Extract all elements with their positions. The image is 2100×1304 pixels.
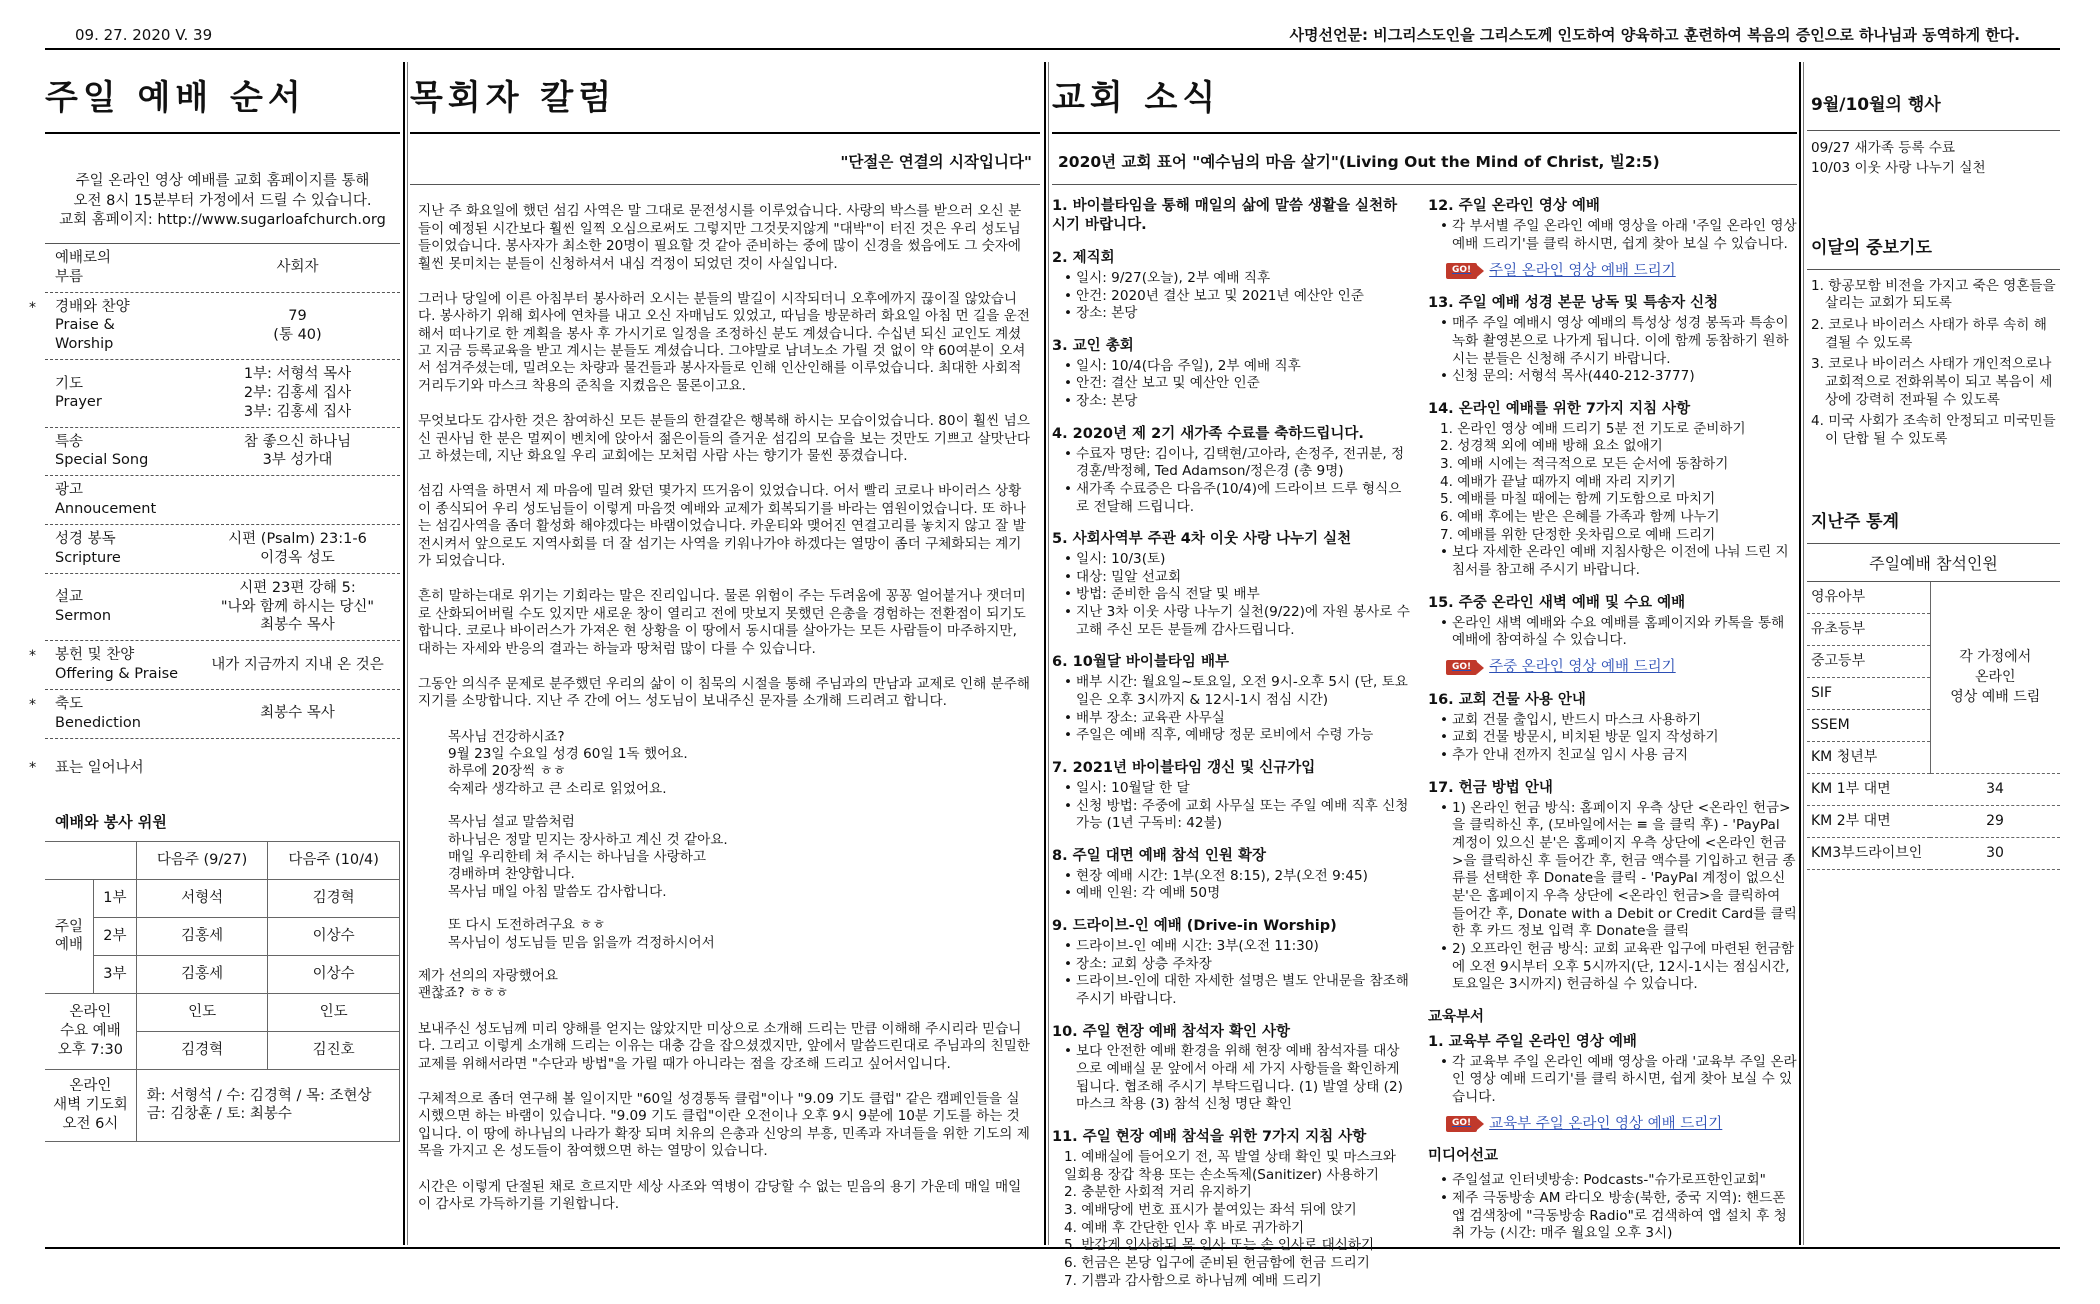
news-item	[1052, 847, 1410, 903]
column-paragraph: 그러나 당일에 이른 아침부터 봉사하러 오시는 분들의 발길이 시작되더니 오후에까지 끊이질 않았습니다. 봉사하기 위해 회사에 연차를 내고 오신 자매님도 있었고, 따님을 방문하러 화요일 아침 먼 길을 운전해서 떠나기로 한 계획을 봉사 후 가시기로 일정을 조정하신 분도 계셨습니다. 수십년 되신 교인도 계셨고 지금 등록교육을 받고 계시는 분들도 계셨습니다. 그야말로 남녀노소 가릴 것 없이 약 60여분이 오셔서 섬겨주셨는데, 밀려오는 차량과 물건들과 봉사자들로 인해 인산인해를 이루었습니다. 최대한 사회적 거리두기와 마스크 착용의 준칙을 지켰음은 물론이고요.	[418, 290, 1030, 394]
service-part: 3부	[93, 955, 136, 993]
news-bullets	[1428, 800, 1797, 994]
order-label: 특송 Special Song	[55, 433, 149, 469]
service-person: 김경혁	[268, 879, 400, 917]
news-left	[1052, 197, 1418, 1304]
letter-paragraph: 목사님 설교 말씀처럼 하나님은 정말 믿지는 장사하고 계신 것 같아요. 매일 우리한테 쳐 주시는 하나님을 사랑하고 경배하며 찬양합니다. 목사님 매일 아침 말씀도 감사합니다.	[448, 814, 728, 900]
media-item	[1428, 1172, 1797, 1243]
order-item	[45, 476, 400, 525]
news-item	[1052, 197, 1410, 235]
news-bullet: • 1) 온라인 헌금 방식: 홈페이지 우측 상단 <온라인 헌금>을 클릭하신 후, (모바일에서는 ≡ 을 클릭 후) - 'PayPal 계정이 있으신 분'은 홈페이지 우측 상단에 <온라인 헌금>을 클릭하신 후 들어간 후, 헌금 액수를 기입하고 헌금 종류를 선택한 후 Donate을 클릭 - 'PayPal 계정이 없으신 분'은 홈페이지 우측 상단에 <온라인 헌금>을 클릭하여 들어간 후, Donate with a Debit or Credit Card를 클릭한 후 카드 정보 입력 후 Donate을 클릭	[1440, 800, 1797, 941]
service-person: 김진호	[268, 1031, 400, 1069]
news-ordered-list	[1052, 1149, 1410, 1290]
service-person: 서형석	[136, 879, 268, 917]
column-paragraph: 보내주신 성도님께 미리 양해를 얻지는 않았지만 미상으로 소개해 드리는 만큼 이해해 주시리라 믿습니다. 그리고 이렇게 소개해 드리는 이유는 대충 감을 잡으셨겠지만, 앞에서 말씀드린대로 주님과의 친밀한 교제를 위해서라면 "수단과 방법"을 가릴 때가 아니라는 점을 강조해 드리고 싶어서입니다.	[418, 1020, 1031, 1072]
news-bullet: • 일시: 9/27(오늘), 2부 예배 직후	[1064, 270, 1410, 288]
news-bullet: • 각 교육부 주일 온라인 예배 영상을 아래 '교육부 주일 온라인 영상 예배 드리기'를 클릭 하시면, 쉽게 찾아 보실 수 있습니다.	[1440, 1054, 1797, 1107]
mission-statement: 사명선언문: 비그리스도인을 그리스도께 인도하여 양육하고 훈련하여 복음의 증인으로 하나님과 동역하게 한다.	[1289, 26, 2020, 44]
news-bullet: • 추가 안내 전까지 친교실 임시 사용 금지	[1440, 747, 1797, 765]
prayer-item: 2. 코로나 바이러스 사태가 하루 속히 해결될 수 있도록	[1811, 316, 2047, 351]
media-bullet: • 주일설교 인터넷방송: Podcasts-"슈가로프한인교회"	[1440, 1172, 1797, 1190]
news-bullets	[1428, 712, 1797, 765]
news-step: 2. 충분한 사회적 거리 유지하기	[1064, 1184, 1252, 1201]
news-item	[1428, 294, 1797, 386]
news-bullets	[1052, 270, 1410, 323]
video-link-text: 교육부 주일 온라인 영상 예배 드리기	[1489, 1115, 1723, 1132]
stat-label: KM 1부 대면	[1807, 774, 1930, 806]
news-step: 2. 성경책 외에 예배 방해 요소 없애기	[1440, 438, 1663, 455]
order-item	[45, 574, 400, 642]
news-step: 6. 예배 후에는 받은 은혜를 가족과 함께 나누기	[1440, 509, 1720, 526]
news-bullet: • 현장 예배 시간: 1부(오전 8:15), 2부(오전 9:45)	[1064, 868, 1410, 886]
news-bullet: • 배부 장소: 교육관 사무실	[1064, 710, 1410, 728]
media-bullet: • 제주 극동방송 AM 라디오 방송(북한, 중국 지역): 핸드폰 앱 검색창에 "극동방송 Radio"로 검색하여 앱 설치 후 청취 가능 (시간: 매주 월요일 오후 3시)	[1440, 1190, 1797, 1243]
service-person: 이상수	[268, 955, 400, 993]
prayer-item: 3. 코로나 바이러스 사태가 개인적으로나 교회적으로 전화위복이 되고 복음이 세상에 강력히 전파될 수 있도록	[1811, 356, 2053, 408]
service-person: 이상수	[268, 917, 400, 955]
news-step: 1. 예배실에 들어오기 전, 꼭 발열 상태 확인 및 마스크와 일회용 장갑 착용 또는 손소독제(Sanitizer) 사용하기	[1064, 1148, 1396, 1183]
church-motto: 2020년 교회 표어 "예수님의 마음 살기"(Living Out the Mind of Christ, 빌2:5)	[1058, 153, 1660, 172]
online-label: 온라인 수요 예배 오후 7:30	[45, 993, 136, 1069]
video-link[interactable]	[1446, 658, 1797, 677]
order-value: 참 좋으신 하나님 3부 성가대	[243, 433, 352, 469]
order-value: 79 (통 40)	[273, 307, 322, 343]
news-bullet: • 지난 3차 이웃 사랑 나누기 실천(9/22)에 자원 봉사로 수고해 주신 모든 분들께 감사드립니다.	[1064, 604, 1410, 639]
stat-label: SSEM	[1807, 710, 1930, 742]
news-bullet: • 드라이브-인에 대한 자세한 설명은 별도 안내문을 참조해 주시기 바랍니다.	[1064, 973, 1410, 1008]
news-item-title: 10. 주일 현장 예배 참석자 확인 사항	[1052, 1023, 1291, 1040]
news-item	[1052, 759, 1410, 833]
news-item	[1428, 197, 1797, 280]
video-link[interactable]	[1446, 1115, 1797, 1134]
news-item-title: 17. 헌금 방법 안내	[1428, 779, 1553, 796]
worship-order-title: 주일 예배 순서	[45, 62, 400, 134]
church-news-title: 교회 소식	[1052, 62, 1797, 134]
news-item-title: 5. 사회사역부 주관 4차 이웃 사랑 나누기 실천	[1052, 531, 1352, 548]
week-header: 다음주 (9/27)	[136, 841, 268, 879]
worship-order-list	[29, 244, 400, 739]
video-link-text: 주중 온라인 영상 예배 드리기	[1489, 658, 1676, 675]
column-paragraph: 지난 주 화요일에 했던 섬김 사역은 말 그대로 문전성시를 이루었습니다. 사랑의 박스를 받으러 오신 분들이 예정된 시간보다 훨씬 일찍 오심으로써도 그렇지만 그것뭇지않게 "대박"이 터진 것은 우리 성도님들이었습니다. 봉사자가 최소한 20명이 필요할 것 같아 준비하는 중에 많이 신경을 썼음에도 그 숫자에 훨씬 못미치는 분들이 신청하셔서 내심 걱정이 되었던 것이 사실입니다.	[418, 203, 1022, 272]
video-link-text: 주일 온라인 영상 예배 드리기	[1489, 262, 1676, 279]
news-bullets	[1052, 1043, 1410, 1114]
news-item-title: 8. 주일 대면 예배 참석 인원 확장	[1052, 847, 1266, 864]
column-headline: "단절은 연결의 시작입니다"	[840, 153, 1032, 172]
news-bullet: • 안건: 결산 보고 및 예산안 인준	[1064, 375, 1410, 393]
stat-label: 중고등부	[1807, 646, 1930, 678]
order-label: 봉헌 및 찬양 Offering & Praise	[55, 647, 179, 683]
stat-value: 34	[1930, 774, 2060, 806]
column-paragraph: 그동안 의식주 문제로 분주했던 우리의 삶이 이 침묵의 시절을 통해 주님과의 만남과 교제로 인해 분주해지기를 소망합니다. 지난 주 간에 어느 성도님이 보내주신 문자를 소개해 드리려고 합니다.	[418, 675, 1031, 710]
order-item	[29, 690, 400, 739]
news-bullet: • 안건: 2020년 결산 보고 및 2021년 예산안 인준	[1064, 288, 1410, 306]
video-link[interactable]	[1446, 262, 1797, 281]
letter-paragraph: 목사님 건강하시죠? 9월 23일 수요일 성경 60일 1독 했어요. 하루에 20장씩 ㅎㅎ 숙제라 생각하고 큰 소리로 읽었어요.	[448, 728, 688, 797]
news-item-title: 11. 주일 현장 예배 참석을 위한 7가지 지침 사항	[1052, 1129, 1367, 1146]
letter-paragraph: 또 다시 도전하려구요 ㅎㅎ 목사님이 성도님들 믿음 읽을까 걱정하시어서	[448, 917, 715, 951]
stat-label: KM 2부 대면	[1807, 806, 1930, 838]
service-person: 인도	[268, 993, 400, 1031]
news-step: 4. 예배 후 간단한 인사 후 바로 귀가하기	[1064, 1219, 1305, 1236]
week-header: 다음주 (10/4)	[268, 841, 400, 879]
news-item-title: 9. 드라이브-인 예배 (Drive-in Worship)	[1052, 918, 1337, 935]
service-committee-title: 예배와 봉사 위원	[55, 813, 167, 832]
dawn-label: 온라인 새벽 기도회 오전 6시	[45, 1069, 136, 1141]
order-label: 광고 Annoucement	[55, 482, 157, 518]
news-bullets	[1428, 218, 1797, 253]
news-bullets	[1428, 315, 1797, 386]
news-item	[1052, 653, 1410, 745]
news-bullet: • 드라이브-인 예배 시간: 3부(오전 11:30)	[1064, 938, 1410, 956]
stat-label: 영유아부	[1807, 582, 1930, 614]
news-ordered-list	[1428, 421, 1797, 545]
order-label: 축도 Benediction	[55, 695, 141, 731]
news-item	[1428, 779, 1797, 994]
service-person: 김홍세	[136, 917, 268, 955]
service-person: 김경혁	[136, 1031, 268, 1069]
service-part: 2부	[93, 917, 136, 955]
news-bullet: • 2) 오프라인 헌금 방식: 교회 교육관 입구에 마련된 헌금함에 오전 9시부터 오후 5시까지(단, 12시-1시는 점심시간, 토요일은 3시까지) 헌금하실 수 있습니다.	[1440, 941, 1797, 994]
news-right	[1418, 197, 1797, 1304]
news-step: 7. 기쁨과 감사함으로 하나님께 예배 드리기	[1064, 1272, 1322, 1289]
news-item-title: 1. 바이블타임을 통해 매일의 삶에 말씀 생활을 실천하시기 바랍니다.	[1052, 198, 1398, 234]
stat-value: 29	[1930, 806, 2060, 838]
news-bullet: • 장소: 본당	[1064, 393, 1410, 411]
news-item-title: 3. 교인 총회	[1052, 337, 1134, 354]
news-bullets	[1428, 615, 1797, 650]
news-bullets	[1052, 674, 1410, 745]
news-bullets	[1052, 446, 1410, 517]
news-item	[1052, 530, 1410, 639]
news-item	[1428, 400, 1797, 580]
order-item	[45, 525, 400, 574]
news-bullets	[1052, 780, 1410, 833]
standing-note: * 표는 일어나서	[29, 759, 144, 776]
dawn-schedule: 화: 서형석 / 수: 김경혁 / 목: 조현상 금: 김창훈 / 토: 최봉수	[136, 1069, 399, 1141]
news-item-title: 12. 주일 온라인 영상 예배	[1428, 198, 1600, 215]
column-paragraph: 섬김 사역을 하면서 제 마음에 밀려 왔던 몇가지 뜨거움이 있었습니다. 어서 빨리 코로나 바이러스 상황이 종식되어 우리 성도님들이 이렇게 마음껏 예배와 교제가 회복되기를 바라는 염원이었습니다. 또 하나는 섬김사역을 좀더 활성화 해야겠다는 바램이었습니다. 카운티와 맺어진 연결고리를 놓치지 않고 잘 발전시켜서 앞으로도 지역사회를 더 잘 섬기는 사역을 키워나가야 하겠다는 열망이 좀더 구체화되는 계기가 되었습니다.	[418, 483, 1026, 569]
news-bullet: • 신청 방법: 주중에 교회 사무실 또는 주일 예배 직후 신청 가능 (1년 구독비: 42불)	[1064, 798, 1410, 833]
column-paragraph: 제가 선의의 자랑했어요 괜찮죠? ㅎㅎㅎ	[418, 968, 558, 1002]
media-mission-title: 미디어선교	[1428, 1148, 1499, 1165]
order-item	[45, 244, 400, 293]
member-letter	[418, 729, 1032, 952]
news-bullet: • 수료자 명단: 김이나, 김택현/고아라, 손정주, 전귀분, 정경훈/박정혜, Ted Adamson/정은경 (총 9명)	[1064, 446, 1410, 481]
news-item-title: 16. 교회 건물 사용 안내	[1428, 691, 1586, 708]
news-item-title: 7. 2021년 바이블타임 갱신 및 신규가입	[1052, 760, 1316, 776]
worship-order-column	[29, 62, 400, 1247]
order-label: 성경 봉독 Scripture	[55, 531, 121, 566]
news-item	[1428, 594, 1797, 677]
news-bullets	[1428, 544, 1797, 579]
news-step: 6. 헌금은 본당 입구에 준비된 헌금함에 헌금 드리기	[1064, 1254, 1370, 1271]
news-bullet: • 새가족 수료증은 다음주(10/4)에 드라이브 드루 형식으로 전달해 드립니다.	[1064, 481, 1410, 516]
news-step: 1. 온라인 영상 예배 드리기 5분 전 기도로 준비하기	[1440, 420, 1746, 437]
news-bullet: • 장소: 교회 상층 주차장	[1064, 956, 1410, 974]
news-bullet: • 신청 문의: 서형석 목사(440-212-3777)	[1440, 368, 1797, 386]
church-news-column	[1052, 62, 1797, 1289]
service-part: 1부	[93, 879, 136, 917]
worship-label: 주일 예배	[45, 879, 93, 993]
news-item	[1052, 1128, 1410, 1290]
order-star: *	[29, 696, 36, 713]
sidebar-column	[1807, 62, 2060, 1247]
pastor-column	[410, 62, 1040, 1247]
media-bullets	[1428, 1172, 1797, 1243]
news-item	[1428, 1033, 1797, 1134]
column-paragraph: 무엇보다도 감사한 것은 참여하신 모든 분들의 한결같은 행복해 하시는 모습이었습니다. 80이 훨씬 넘으신 권사님 한 분은 멀찌이 벤치에 앉아서 젊은이들의 즐거운 섬김의 모습을 보는 것만도 기쁘고 살맛난다고 하셨는데, 지난 화요일 우리 교회에는 모처럼 사람 사는 향기가 물씬 풍겼습니다.	[418, 413, 1031, 465]
news-item-title: 6. 10월달 바이블타임 배부	[1052, 654, 1229, 671]
news-bullet: • 교회 건물 방문시, 비치된 방문 일지 작성하기	[1440, 729, 1797, 747]
education-dept-title: 교육부서	[1428, 1008, 1485, 1025]
order-value: 내가 지금까지 지내 온 것은	[211, 656, 384, 673]
news-item-title: 2. 제직회	[1052, 250, 1115, 267]
service-person: 인도	[136, 993, 268, 1031]
column-paragraph: 구체적으로 좀더 연구해 볼 일이지만 "60일 성경통독 클럽"이나 "9.09 기도 클럽" 같은 캠페인들을 실시했으면 하는 바램이 있습니다. "9.09 기도 클럽"이란 오전이나 오후 9시 9분에 10분 기도를 하는 것입니다. 이 땅에 하나님의 나라가 확장 되며 치유의 은총과 신앙의 부흥, 민족과 자녀들을 위한 기도의 제목을 가지고 온 성도들이 참여했으면 하는 열망이 있습니다.	[418, 1090, 1030, 1160]
news-item-title: 15. 주중 온라인 새벽 예배 및 수요 예배	[1428, 594, 1686, 611]
news-bullet: • 대상: 밀알 선교회	[1064, 569, 1410, 587]
news-step: 7. 예배를 위한 단정한 옷차림으로 예배 드리기	[1440, 526, 1716, 543]
news-bullet: • 보다 안전한 예배 환경을 위해 현장 예배 참석자를 대상으로 예배실 문 앞에서 아래 세 가지 사항들을 확인하게 됩니다. 협조해 주시기 부탁드립니다. (1) 발열 상태 (2) 마스크 착용 (3) 참석 신청 명단 확인	[1064, 1043, 1410, 1114]
stat-label: SIF	[1807, 678, 1930, 710]
header-bar	[45, 24, 2060, 50]
order-item	[45, 428, 400, 477]
go-arrow-icon: GO!	[1446, 660, 1477, 676]
order-item	[29, 293, 400, 361]
stats-subtitle: 주일예배 참석인원	[1807, 548, 2060, 582]
news-bullet: • 방법: 준비한 음식 전달 및 배부	[1064, 586, 1410, 604]
news-bullets	[1052, 358, 1410, 411]
stats-online-note: 각 가정에서 온라인 영상 예배 드림	[1930, 582, 2060, 774]
stat-value: 30	[1930, 838, 2060, 870]
news-bullet: • 장소: 본당	[1064, 305, 1410, 323]
order-value: 최봉수 목사	[260, 705, 335, 722]
order-value: 시편 23편 강해 5: "나와 함께 하시는 당신" 최봉수 목사	[220, 579, 375, 634]
go-arrow-icon: GO!	[1446, 1116, 1477, 1132]
news-item-title: 13. 주일 예배 성경 본문 낭독 및 특송자 신청	[1428, 295, 1719, 312]
news-bullet: • 일시: 10월달 한 달	[1064, 780, 1410, 798]
service-table	[45, 841, 400, 1142]
news-item	[1052, 425, 1410, 517]
news-bullet: • 일시: 10/4(다음 주일), 2부 예배 직후	[1064, 358, 1410, 376]
stat-label: 유초등부	[1807, 614, 1930, 646]
order-label: 기도 Prayer	[55, 375, 102, 411]
order-label: 설교 Sermon	[55, 589, 112, 624]
news-step: 3. 예배당에 번호 표시가 붙여있는 좌석 뒤에 앉기	[1064, 1201, 1357, 1218]
column-body	[410, 184, 1040, 1213]
order-item	[29, 641, 400, 690]
news-item	[1052, 249, 1410, 323]
news-bullet: • 각 부서별 주일 온라인 예배 영상을 아래 '주일 온라인 영상 예배 드리기'를 클릭 하시면, 쉽게 찾아 보실 수 있습니다.	[1440, 218, 1797, 253]
news-bullet: • 매주 주일 예배시 영상 예배의 특성상 성경 봉독과 특송이 녹화 촬영본으로 나가게 됩니다. 이에 함께 동참하기 원하시는 분들은 신청해 주시기 바랍니다.	[1440, 315, 1797, 368]
prayer-item: 1. 항공모함 비전을 가지고 죽은 영혼들을 살리는 교회가 되도록	[1811, 277, 2056, 312]
order-label: 경배와 찬양 Praise & Worship	[55, 298, 130, 353]
order-value: 사회자	[276, 259, 319, 276]
prayer-title: 이달의 중보기도	[1807, 179, 2060, 270]
column-paragraph: 시간은 이렇게 단절된 채로 흐르지만 세상 사조와 역병이 감당할 수 없는 믿음의 용기 가운데 매일 매일이 감사로 가득하기를 기원합니다.	[418, 1178, 1022, 1212]
news-step: 5. 반갑게 인사하되 목 인사 또는 손 인사로 대신하기	[1064, 1237, 1375, 1254]
news-bullets	[1052, 868, 1410, 903]
news-bullet: • 주일은 예배 직후, 예배당 정문 로비에서 수령 가능	[1064, 727, 1410, 745]
order-star: *	[29, 299, 36, 316]
news-bullets	[1052, 938, 1410, 1009]
news-step: 4. 예배가 끝날 때까지 예배 자리 지키기	[1440, 473, 1676, 490]
news-item	[1052, 1023, 1410, 1115]
news-bullets	[1428, 1054, 1797, 1107]
news-item-title: 14. 온라인 예배를 위한 7가지 지침 사항	[1428, 400, 1691, 417]
order-item	[45, 360, 400, 428]
worship-intro: 주일 온라인 영상 예배를 교회 홈페이지를 통해 오전 8시 15분부터 가정에서 드릴 수 있습니다. 교회 홈페이지: http://www.sugarloafchurch.org	[45, 134, 400, 244]
news-bullet: • 예배 인원: 각 예배 50명	[1064, 885, 1410, 903]
news-bullet: • 온라인 새벽 예배와 수요 예배를 홈페이지와 카톡을 통해 예배에 참여하실 수 있습니다.	[1440, 615, 1797, 650]
column-paragraph: 흔히 말하는대로 위기는 기회라는 말은 진리입니다. 물론 위험이 주는 두려움에 꽁꽁 얼어붙거나 잿더미로 산화되어버릴 수도 있지만 새로운 창이 열리고 전에 맛보지 못했던 은총을 경험하는 전환점이 되기도 합니다. 코로나 바이러스가 가져온 현 상황을 이 땅에서 동시대를 살아가는 모든 사람들이 마주하지만, 대하는 자세와 반응의 결과는 하늘과 땅처럼 많이 다를 수 있습니다.	[418, 588, 1026, 657]
news-step: 3. 예배 시에는 적극적으로 모든 순서에 동참하기	[1440, 456, 1729, 473]
event-item: 09/27 새가족 등록 수료	[1811, 140, 1956, 157]
attendance-table	[1807, 582, 2060, 871]
news-step: 5. 예배를 마칠 때에는 함께 기도함으로 마치기	[1440, 491, 1716, 508]
stat-label: KM 청년부	[1807, 742, 1930, 774]
order-label: 예배로의 부름	[55, 249, 112, 285]
stats-title: 지난주 통계	[1807, 453, 2060, 544]
prayer-list	[1807, 270, 2060, 449]
stat-label: KM3부드라이브인	[1807, 838, 1930, 870]
order-value: 시편 (Psalm) 23:1-6 이경옥 성도	[228, 531, 367, 566]
news-item-title: 1. 교육부 주일 온라인 영상 예배	[1428, 1033, 1637, 1050]
news-bullet: • 일시: 10/3(토)	[1064, 551, 1410, 569]
order-star: *	[29, 648, 36, 665]
news-bullets	[1052, 551, 1410, 639]
go-arrow-icon: GO!	[1446, 263, 1477, 279]
news-item	[1428, 691, 1797, 765]
news-item	[1052, 917, 1410, 1009]
news-bullet: • 교회 건물 출입시, 반드시 마스크 사용하기	[1440, 712, 1797, 730]
pastor-column-title: 목회자 칼럼	[410, 62, 1040, 134]
issue-date: 09. 27. 2020 V. 39	[75, 26, 213, 44]
service-person: 김홍세	[136, 955, 268, 993]
events-title: 9월/10월의 행사	[1807, 62, 2060, 131]
order-value: 1부: 서형석 목사 2부: 김홍세 집사 3부: 김홍세 집사	[243, 366, 352, 420]
event-item: 10/03 이웃 사랑 나누기 실천	[1811, 159, 1986, 176]
prayer-item: 4. 미국 사회가 조속히 안정되고 미국민들이 단합 될 수 있도록	[1811, 413, 2056, 447]
news-item	[1052, 337, 1410, 411]
news-bullet: • 보다 자세한 온라인 예배 지침사항은 이전에 나눠 드린 지침서를 참고해 주시기 바랍니다.	[1440, 544, 1797, 579]
news-item-title: 4. 2020년 제 2기 새가족 수료를 축하드립니다.	[1052, 425, 1364, 442]
news-bullet: • 배부 시간: 월요일~토요일, 오전 9시-오후 5시 (단, 토요일은 오후 3시까지 & 12시-1시 점심 시간)	[1064, 674, 1410, 709]
events-list	[1807, 131, 2060, 178]
